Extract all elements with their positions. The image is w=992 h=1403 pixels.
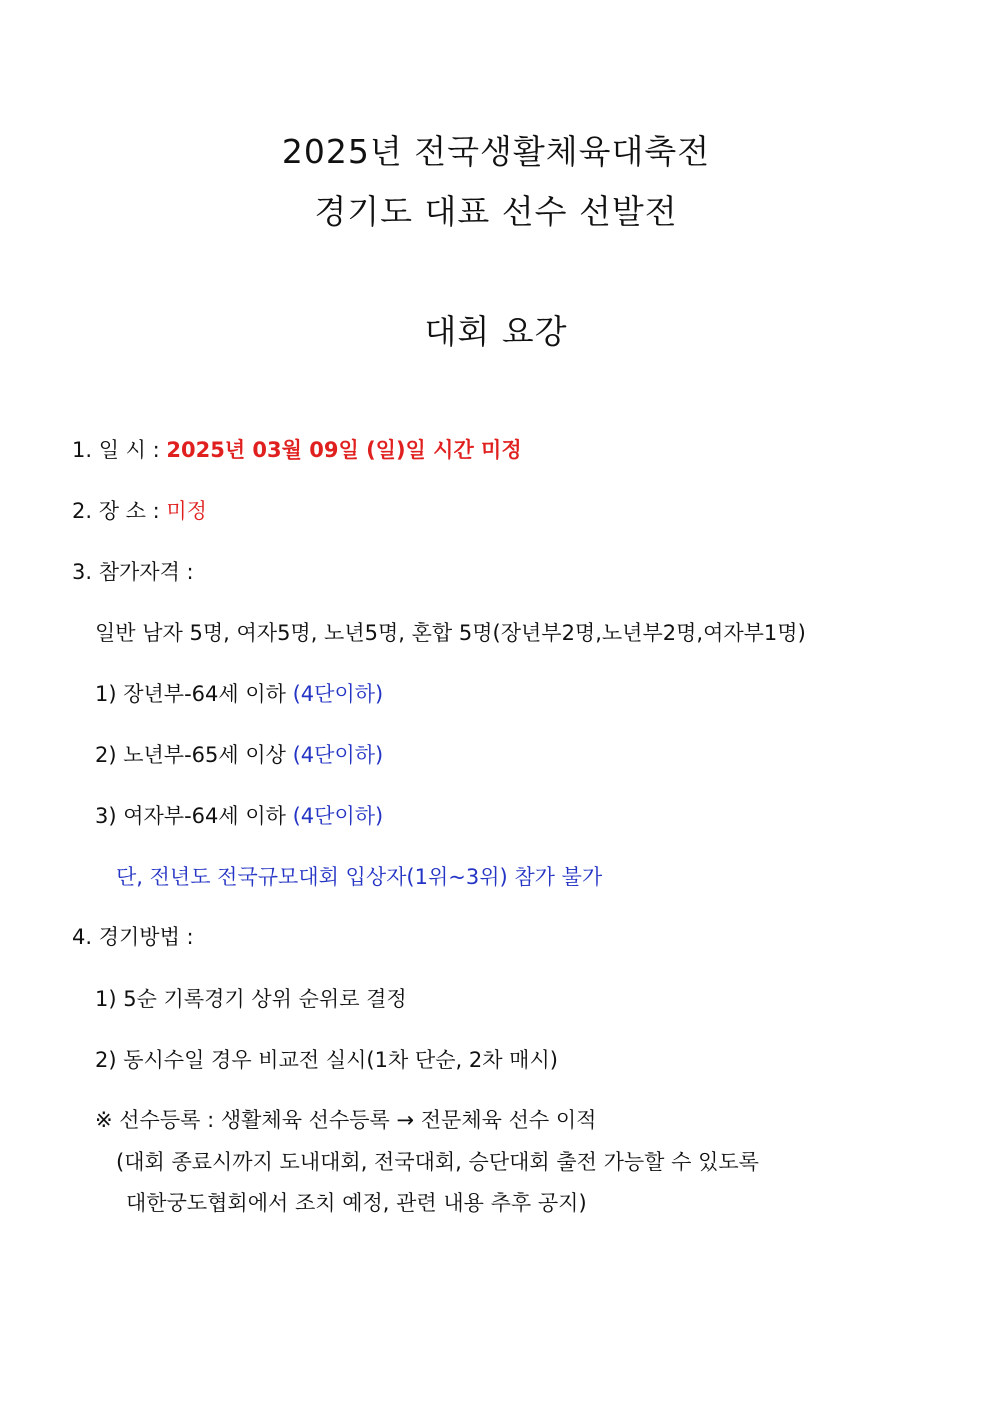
qualification-sub-2 (95, 739, 383, 769)
item-date-label: 1. 일 시 : (72, 438, 167, 462)
qualification-sub-3-text: 3) 여자부-64세 이하 (95, 804, 293, 828)
item-date-value: 2025년 03월 09일 (일)일 시간 미정 (166, 438, 522, 462)
qualification-sub-1-note: (4단이하) (292, 682, 384, 706)
qualification-exception: 단, 전년도 전국규모대회 입상자(1위~3위) 참가 불가 (116, 865, 603, 889)
item-qualification-label: 3. 참가자격 : (72, 560, 194, 584)
item-place-value: 미정 (166, 499, 207, 523)
item-date (72, 434, 522, 464)
page-subtitle: 대회 요강 (424, 312, 568, 351)
qualification-sub-3-note: (4단이하) (292, 804, 384, 828)
item-place-label: 2. 장 소 : (72, 499, 167, 523)
page-title-line1: 2025년 전국생활체육대축전 (281, 132, 711, 171)
qualification-summary: 일반 남자 5명, 여자5명, 노년5명, 혼합 5명(장년부2명,노년부2명,여자부1명) (95, 621, 806, 645)
qualification-sub-1 (95, 678, 383, 708)
item-method-label: 4. 경기방법 : (72, 925, 194, 949)
item-place (72, 495, 207, 525)
qualification-sub-1-text: 1) 장년부-64세 이하 (95, 682, 293, 706)
qualification-sub-2-note: (4단이하) (292, 743, 384, 767)
notice-line3: 대한궁도협회에서 조치 예정, 관련 내용 추후 공지) (126, 1191, 587, 1215)
notice-line1: ※ 선수등록 : 생활체육 선수등록 → 전문체육 선수 이적 (95, 1108, 597, 1132)
method-sub-2: 2) 동시수일 경우 비교전 실시(1차 단순, 2차 매시) (95, 1048, 558, 1072)
method-sub-1: 1) 5순 기록경기 상위 순위로 결정 (95, 987, 407, 1011)
page-title-line2: 경기도 대표 선수 선발전 (314, 192, 678, 231)
notice-line2: (대회 종료시까지 도내대회, 전국대회, 승단대회 출전 가능할 수 있도록 (116, 1150, 759, 1174)
qualification-sub-2-text: 2) 노년부-65세 이상 (95, 743, 293, 767)
qualification-sub-3 (95, 800, 383, 830)
